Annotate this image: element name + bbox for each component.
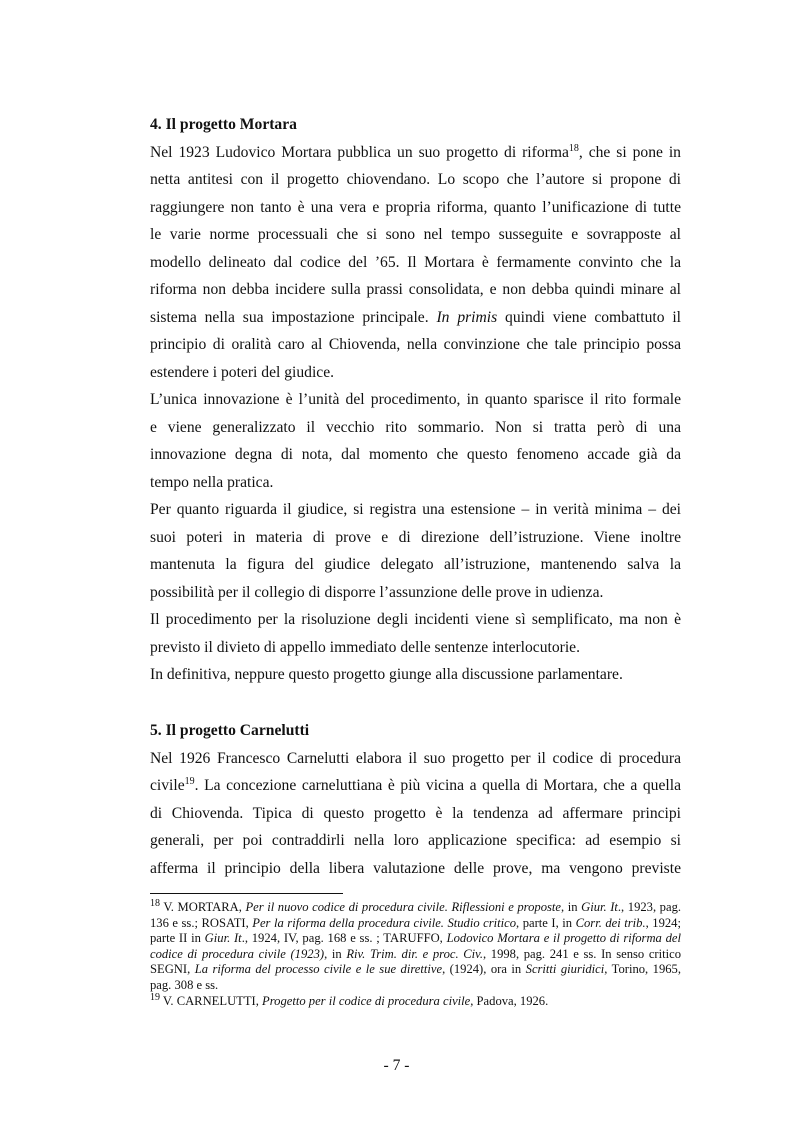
footnote-ref-19: 19 [184,775,195,787]
paragraph-line: innovazione degna di nota, dal momento che questo fenomeno accade già da [150,446,681,463]
paragraph-line: di Chiovenda. Tipica di questo progetto è la tendenza ad affermare principi [150,804,681,822]
section-4-heading: 4. Il progetto Mortara [150,116,297,133]
paragraph-line: suoi poteri in materia di prove e di direzione dell’istruzione. Viene inoltre [150,528,681,546]
paragraph-line: riforma non debba incidere sulla prassi consolidata, e non debba quindi minare al [150,281,681,298]
paragraph-line: L’unica innovazione è l’unità del procedimento, in quanto sparisce il rito formale [150,391,681,408]
footnotes [150,897,682,1009]
footnote-number: 18 [150,897,160,909]
paragraph-line: modello delineato dal codice del ’65. Il Mortara è fermamente convinto che la [150,253,681,271]
page-number: - 7 - [383,1057,410,1074]
paragraph-line: tempo nella pratica. [150,473,274,491]
paragraph-line: estendere i poteri del giudice. [150,363,335,381]
footnote-number: 19 [150,991,160,1003]
paragraph-line: Nel 1926 Francesco Carnelutti elabora il suo progetto per il codice di procedura [150,749,681,767]
paragraph-line: generali, per poi contraddirli nella loro applicazione specifica: ad esempio si [150,832,681,849]
paragraph-line: previsto il divieto di appello immediato delle sentenze interlocutorie. [150,638,581,656]
section-4 [150,111,681,689]
paragraph-line: principio di oralità caro al Chiovenda, nella convinzione che tale principio possa [150,336,681,353]
paragraph-line: Il procedimento per la risoluzione degli incidenti viene sì semplificato, ma non è [150,611,681,628]
paragraph-line: raggiungere non tanto è una vera e propria riforma, quanto l’unificazione di tutte [150,198,681,216]
paragraph-line: mantenuta la figura del giudice delegato all’istruzione, mantenendo salva la [150,556,681,573]
paragraph-line: Nel 1923 Ludovico Mortara pubblica un suo progetto di riforma$^{18}$, che si pone in [150,142,681,161]
paragraph-line: le varie norme processuali che si sono nel tempo susseguite e sovrapposte al [150,226,681,243]
paragraph-line: Per quanto riguarda il giudice, si registra una estensione – in verità minima – dei [150,501,681,518]
footnote-ref-18: 18 [568,142,579,154]
italic-phrase: In primis [436,308,498,326]
section-5 [150,717,681,882]
paragraph-line: afferma il principio della libera valutazione delle prove, ma vengono previste [150,859,681,877]
section-5-heading: 5. Il progetto Carnelutti [150,722,310,739]
paragraph-line: possibilità per il collegio di disporre l’assunzione delle prove in udienza. [150,583,604,601]
paragraph-line: sistema nella sua impostazione principale. In primis quindi viene combattuto il [150,308,682,326]
paragraph-line: In definitiva, neppure questo progetto giunge alla discussione parlamentare. [150,666,623,683]
footnote-18: $^{18}$ V. MORTARA, Per il nuovo codice di procedura civile. Riflessioni e proposte, in Giur. It., 1923, pag. 136 e ss.; ROSATI, Per la riforma della procedura civile. Studio critico, parte I, in Corr. dei trib., 1924; parte II in Giur. It., 1924, IV, pag. 168 e ss. ; TARUFFO, Lodovico Mortara e il progetto di riforma del codice di procedura civile (1923), in Riv. Trim. dir. e proc. Civ., 1998, pag. 241 e ss. In senso critico SEGNI, La riforma del processo civile e le sue direttive, (1924), ora in Scritti giuridici, Torino, 1965, pag. 308 e ss. [150,897,682,992]
paragraph-line: civile$^{19}$. La concezione carneluttiana è più vicina a quella di Mortara, che a quella [150,775,681,794]
footnote-separator [150,893,343,894]
paragraph-line: netta antitesi con il progetto chiovendano. Lo scopo che l’autore si propone di [150,171,681,188]
footnote-19: $^{19}$ V. CARNELUTTI, Progetto per il codice di procedura civile, Padova, 1926. [150,991,549,1008]
paragraph-line: e viene generalizzato il vecchio rito sommario. Non si tratta però di una [150,418,681,436]
